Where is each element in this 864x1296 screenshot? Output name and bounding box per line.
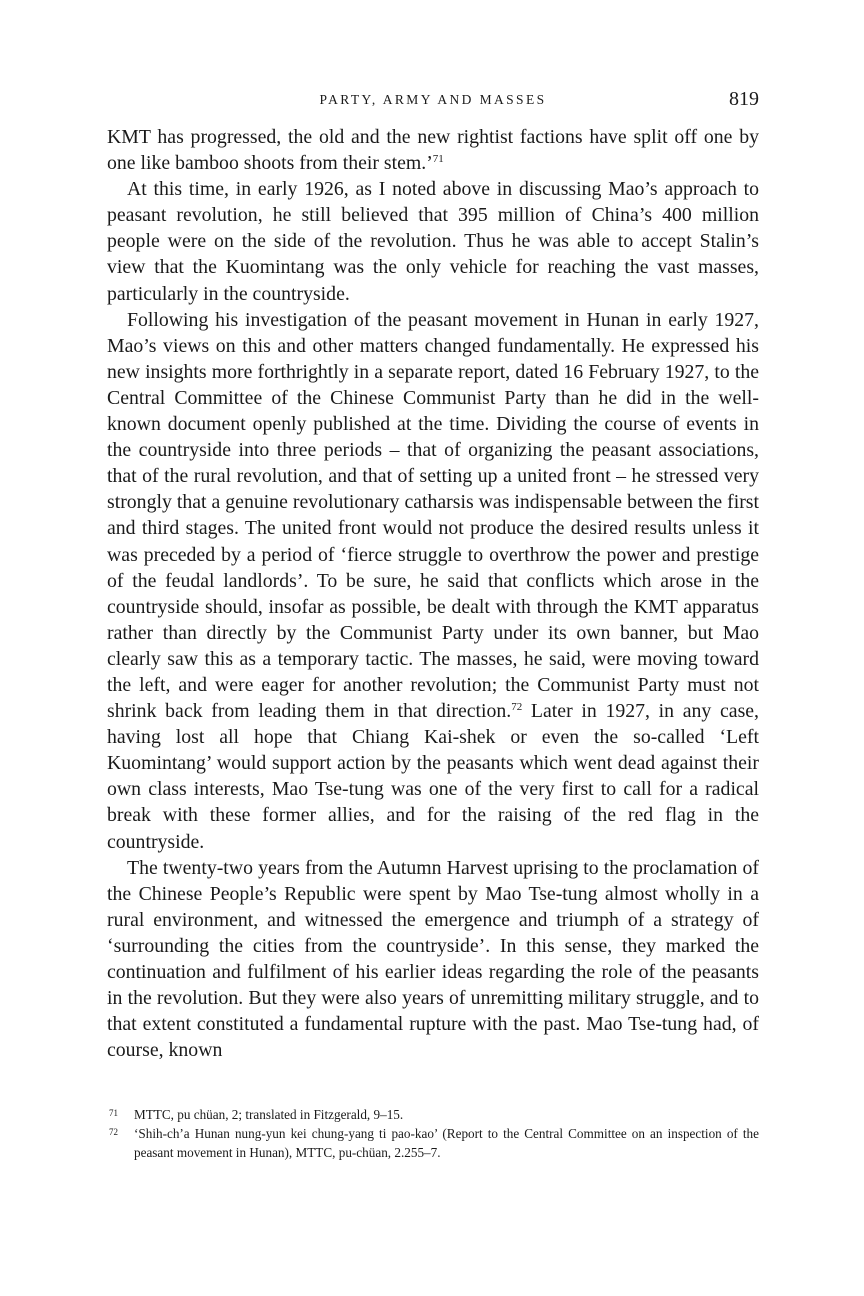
footnote xyxy=(107,1124,759,1162)
paragraph xyxy=(107,855,759,1064)
paragraph-text: At this time, in early 1926, as I noted above in discussing Mao’s approach to peasant revolution, he still believed that 395 million of China’s 400 million people were on the side of the revolution. Thus he was able to accept Stalin’s view that the Kuomintang was the only vehicle for reaching the vast masses, particularly in the countryside. xyxy=(107,178,759,305)
footnote-number: 71 xyxy=(109,1108,118,1118)
footnote-text: ‘Shih-ch’a Hunan nung-yun kei chung-yang ti pao-kao’ (Report to the Central Committee on an inspection of the peasant movement in Hunan), MTTC, pu-chüan, 2.255–7. xyxy=(134,1126,759,1160)
body-text xyxy=(107,124,759,1063)
running-head xyxy=(107,88,759,118)
footnotes xyxy=(107,1105,759,1162)
paragraph-text: The twenty-two years from the Autumn Harvest uprising to the proclamation of the Chinese People’s Republic were spent by Mao Tse-tung almost wholly in a rural environment, and witnessed the emergence and triumph of a strategy of ‘surrounding the cities from the countryside’. In this sense, they marked the continuation and fulfilment of his earlier ideas regarding the role of the peasants in the revolution. But they were also years of unremitting military struggle, and to that extent constituted a fundamental rupture with the past. Mao Tse-tung had, of course, known xyxy=(107,856,759,1062)
paragraph xyxy=(107,307,759,855)
footnote-number: 72 xyxy=(109,1127,118,1137)
book-page xyxy=(107,88,759,1160)
page-number: 819 xyxy=(729,88,759,110)
paragraph xyxy=(107,124,759,176)
paragraph xyxy=(107,176,759,306)
footnote-ref: 72 xyxy=(511,701,523,714)
paragraph-text: Following his investigation of the peasant movement in Hunan in early 1927, Mao’s views on this and other matters changed fundamentally. He expressed his new insights more forthrightly in a separate report, dated 16 February 1927, to the Central Committee of the Chinese Communist Party than he did in the well-known document openly published at the time. Dividing the course of events in the countryside into three periods – that of organizing the peasant associations, that of the rural revolution, and that of setting up a united front – he stressed very strongly that a genuine revolutionary catharsis was indispensable between the first and third stages. The united front would not produce the desired results unless it was preceded by a period of ‘fierce struggle to overthrow the power and prestige of the feudal landlords’. To be sure, he said that conflicts which arose in the countryside should, insofar as possible, be dealt with through the KMT apparatus rather than directly by the Communist Party under its own banner, but Mao clearly saw this as a temporary tactic. The masses, he said, were moving toward the left, and were eager for another revolution; the Communist Party must not shrink back from leading them in that direction. xyxy=(107,308,759,723)
running-head-title: PARTY, ARMY AND MASSES xyxy=(319,92,547,107)
footnote xyxy=(107,1105,759,1124)
paragraph-continuation: Later in 1927, in any case, having lost all hope that Chiang Kai-shek or even the so-called ‘Left Kuomintang’ would support action by the peasants which went dead against their own class interests, Mao Tse-tung was one of the very first to call for a radical break with these former allies, and for the raising of the red flag in the countryside. xyxy=(107,700,759,853)
footnote-text: MTTC, pu chüan, 2; translated in Fitzgerald, 9–15. xyxy=(134,1107,404,1122)
paragraph-text: KMT has progressed, the old and the new rightist factions have split off one by one like bamboo shoots from their stem.’ xyxy=(107,126,759,175)
footnote-ref: 71 xyxy=(432,153,444,166)
